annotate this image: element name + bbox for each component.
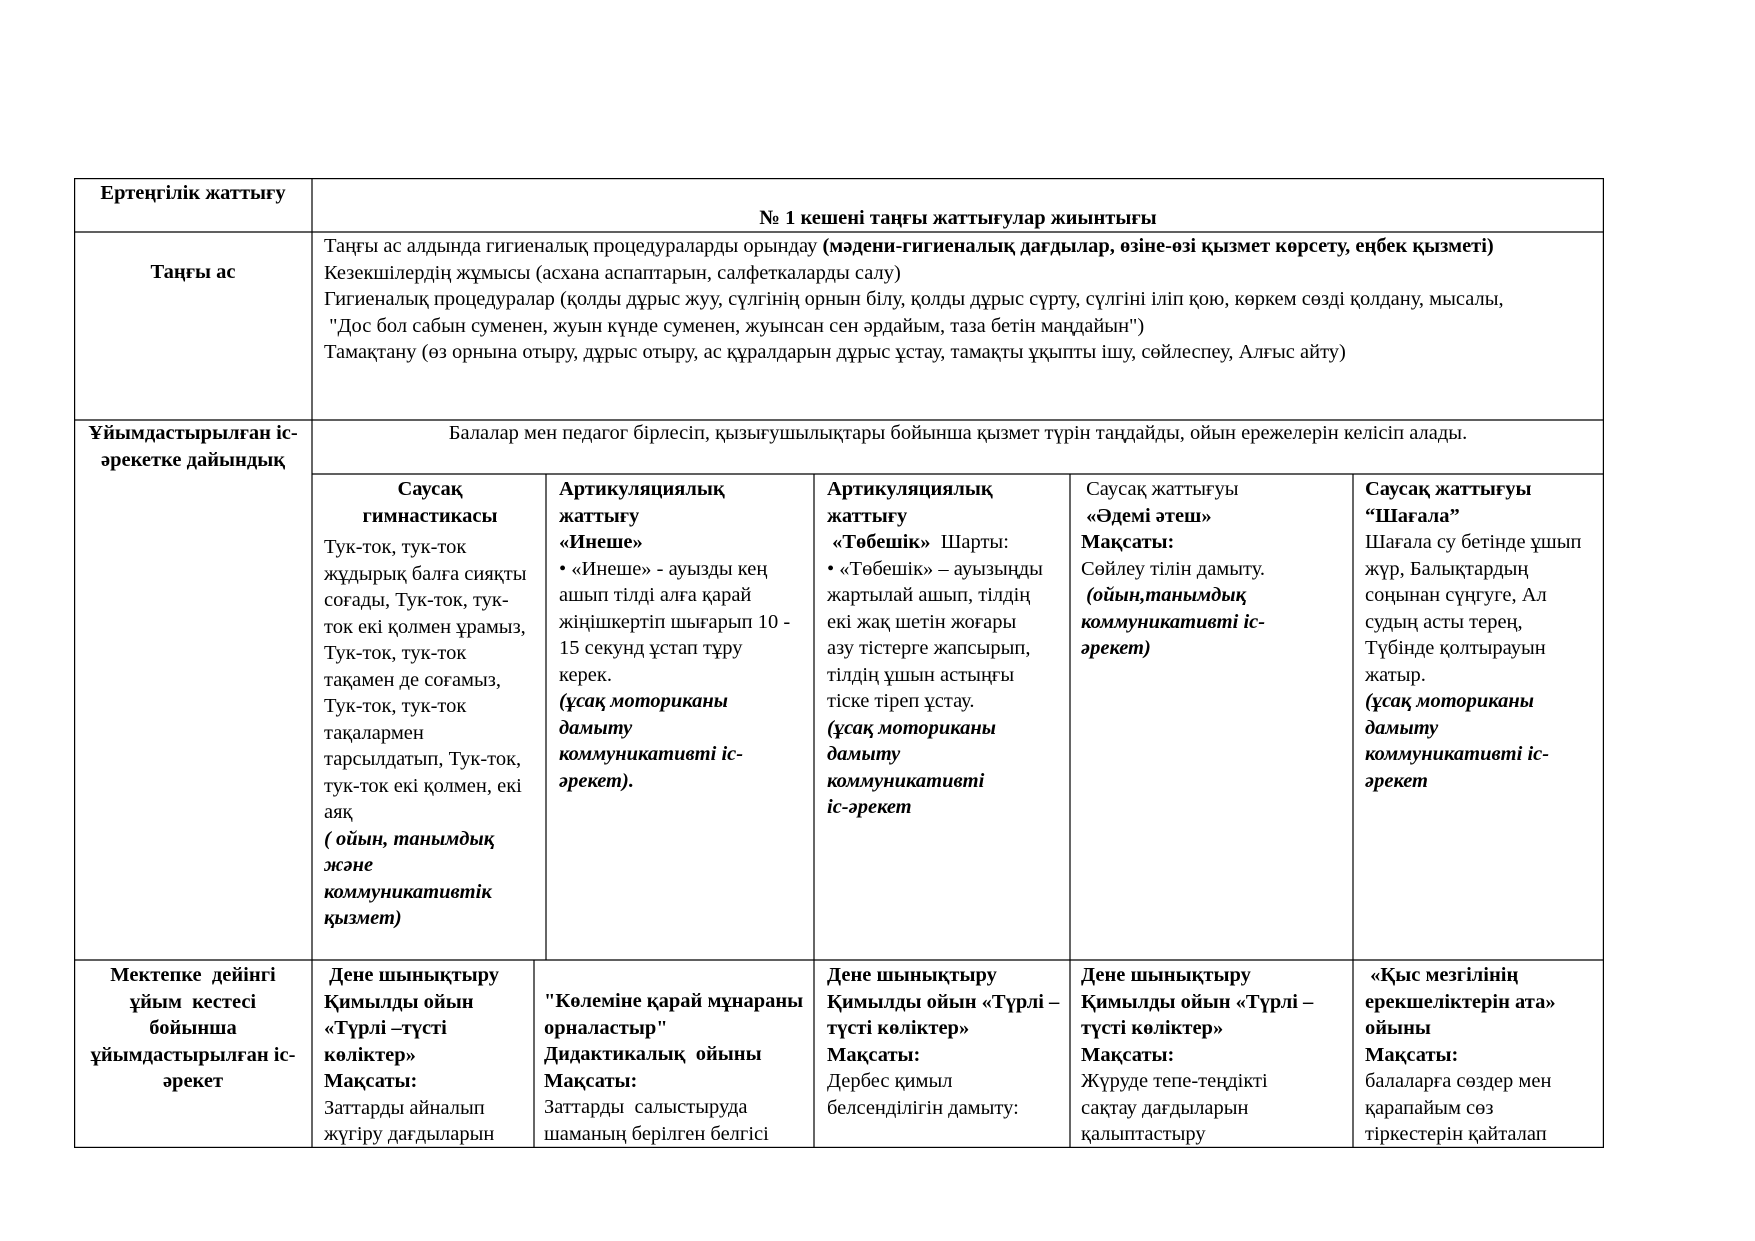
label-text: Ертеңгілік жаттығу bbox=[100, 182, 286, 204]
org-col-3 bbox=[814, 962, 1070, 1148]
label-text: Мектепке дейінгі ұйым кестесі бойынша ұйымдастырылған іс-әрекет bbox=[90, 964, 296, 1092]
org-col-2-text: Заттарды салыстыруда шаманың берілген белгісі bbox=[544, 1096, 769, 1145]
org-col-4-title: Дене шынықтыру Қимылды ойын «Түрлі –түсті көліктер» bbox=[1081, 964, 1314, 1039]
prep-col-articulation-1 bbox=[546, 476, 814, 960]
prep-col-3-text: • «Төбешік» – ауызыңды жартылай ашып, тілдің екі жақ шетін жоғары азу тістерге жапсырып, тілдің ұшын астыңғы тіске тіреп ұстау. bbox=[827, 557, 1043, 712]
org-col-5-text: балаларға сөздер мен қарапайым сөз тіркестерін қайталап bbox=[1365, 1070, 1552, 1145]
org-col-3-text: Дербес қимыл белсенділігін дамыту: bbox=[827, 1070, 1019, 1119]
exercise-content bbox=[312, 205, 1604, 232]
prep-col-4-subtitle: «Әдемі әтеш» bbox=[1081, 504, 1212, 527]
preparation-intro-text: Балалар мен педагог бірлесіп, қызығушылықтары бойынша қызмет түрін таңдайды, ойын ережелерін келісіп алады. bbox=[448, 422, 1468, 444]
row-label-organized bbox=[74, 962, 312, 1148]
preparation-intro bbox=[312, 420, 1604, 460]
prep-col-finger-exercise-1 bbox=[1070, 476, 1353, 960]
org-col-1 bbox=[312, 962, 534, 1148]
prep-col-4-note: (ойын,танымдық коммуникативті іс-әрекет) bbox=[1081, 584, 1266, 659]
org-col-2-title: "Көлеміне қарай мұнараны орналастыр" Дидактикалық ойыны bbox=[544, 990, 809, 1065]
breakfast-line-1-normal: Таңғы ас алдында гигиеналық процедураларды орындау bbox=[324, 235, 823, 257]
org-col-3-title: Дене шынықтыру Қимылды ойын «Түрлі –түсті көліктер» bbox=[827, 964, 1060, 1039]
org-col-3-goal: Мақсаты: bbox=[827, 1043, 921, 1066]
breakfast-line-2: Кезекшілердің жұмысы (асхана аспаптарын, салфеткаларды салу) bbox=[324, 261, 901, 284]
org-col-5-goal: Мақсаты: bbox=[1365, 1043, 1459, 1066]
prep-col-2-title: Артикуляциялық жаттығу bbox=[559, 478, 725, 527]
prep-col-4-text: Сөйлеу тілін дамыту. bbox=[1081, 557, 1266, 580]
org-col-5-title: «Қыс мезгілінің ерекшеліктерін ата» ойыны bbox=[1365, 964, 1561, 1039]
prep-col-5-title: Саусақ жаттығуы “Шағала” bbox=[1365, 478, 1532, 527]
org-col-1-text: Заттарды айналып жүгіру дағдыларын bbox=[324, 1096, 495, 1145]
prep-col-3-subtitle: «Төбешік» bbox=[827, 531, 931, 553]
schedule-table bbox=[74, 178, 1604, 1148]
row-label-breakfast bbox=[74, 259, 312, 299]
prep-col-5-text: Шағала су бетінде ұшып жүр, Балықтардың соңынан сүңгуге, Ал судың асты терең, Түбінде қолтырауын жатыр. bbox=[1365, 531, 1582, 686]
org-col-2-goal: Мақсаты: bbox=[544, 1069, 638, 1092]
org-col-4-goal: Мақсаты: bbox=[1081, 1043, 1175, 1066]
prep-col-3-title: Артикуляциялық жаттығу bbox=[827, 478, 993, 527]
prep-col-1-text: Тук-ток, тук-ток жұдырық балға сияқты соғады, Тук-ток, тук-ток екі қолмен ұрамыз, Тук-ток, тук-ток тақамен де соғамыз, Тук-ток, тук-ток тақалармен тарсылдатып, Тук-ток, тук-ток екі қолмен, екі аяқ bbox=[324, 536, 527, 823]
prep-col-finger-gymnastics bbox=[312, 476, 546, 960]
breakfast-line-1 bbox=[324, 233, 1594, 260]
prep-col-2-text: • «Инеше» - ауызды кең ашып тілді алға қарай жіңішкертіп шығарып 10 - 15 секунд ұстап тұру керек. bbox=[559, 557, 791, 686]
prep-col-finger-exercise-2 bbox=[1353, 476, 1604, 960]
org-col-2 bbox=[534, 988, 814, 1148]
prep-col-1-note: ( ойын, танымдық және коммуникативтік қызмет) bbox=[324, 827, 495, 929]
prep-col-2-note: (ұсақ моториканы дамыту коммуникативті іс-әрекет). bbox=[559, 690, 744, 792]
breakfast-line-1-bold: (мәдени-гигиеналық дағдылар, өзіне-өзі қызмет көрсету, еңбек қызметі) bbox=[822, 235, 1494, 257]
prep-col-articulation-2 bbox=[814, 476, 1070, 960]
prep-col-3-note: (ұсақ моториканы дамыту коммуникативті іс-әрекет bbox=[827, 716, 997, 818]
breakfast-line-5: Тамақтану (өз орнына отыру, дұрыс отыру, ас құралдарын дұрыс ұстау, тамақты ұқыпты ішу, сөйлеспеу, Алғыс айту) bbox=[324, 341, 1346, 363]
label-text: Таңғы ас bbox=[150, 261, 236, 283]
row-label-preparation bbox=[74, 420, 312, 500]
org-col-4-text: Жүруде тепе-теңдікті сақтау дағдыларын қалыптастыру bbox=[1081, 1070, 1268, 1145]
prep-col-1-title: Саусақ гимнастикасы bbox=[362, 478, 498, 527]
breakfast-line-4: "Дос бол сабын суменен, жуын күнде суменен, жуынсан сен әрдайым, таза бетін маңдайын") bbox=[324, 314, 1145, 337]
org-col-4 bbox=[1070, 962, 1353, 1148]
prep-col-4-title: Саусақ жаттығуы bbox=[1081, 478, 1239, 500]
breakfast-line-3: Гигиеналық процедуралар (қолды дұрыс жуу, сүлгінің орнын білу, қолды дұрыс сүрту, сүлгіні іліп қою, көркем сөзді қолдану, мысалы, bbox=[324, 288, 1504, 310]
label-text: Ұйымдастырылған іс-әрекетке дайындық bbox=[88, 422, 298, 471]
org-col-5 bbox=[1353, 962, 1604, 1148]
prep-col-2-subtitle: «Инеше» bbox=[559, 531, 643, 553]
row-label-exercise bbox=[74, 180, 312, 232]
org-col-1-goal: Мақсаты: bbox=[324, 1070, 418, 1092]
exercise-text: № 1 кешені таңғы жаттығулар жиынтығы bbox=[759, 207, 1157, 229]
prep-col-5-note: (ұсақ моториканы дамыту коммуникативті іс-әрекет bbox=[1365, 690, 1550, 792]
org-col-1-title: Дене шынықтыру Қимылды ойын «Түрлі –түсті көліктер» bbox=[324, 964, 505, 1066]
breakfast-content bbox=[312, 233, 1604, 420]
prep-col-4-goal: Мақсаты: bbox=[1081, 531, 1175, 553]
prep-col-3-subtitle-rest: Шарты: bbox=[930, 531, 1009, 553]
